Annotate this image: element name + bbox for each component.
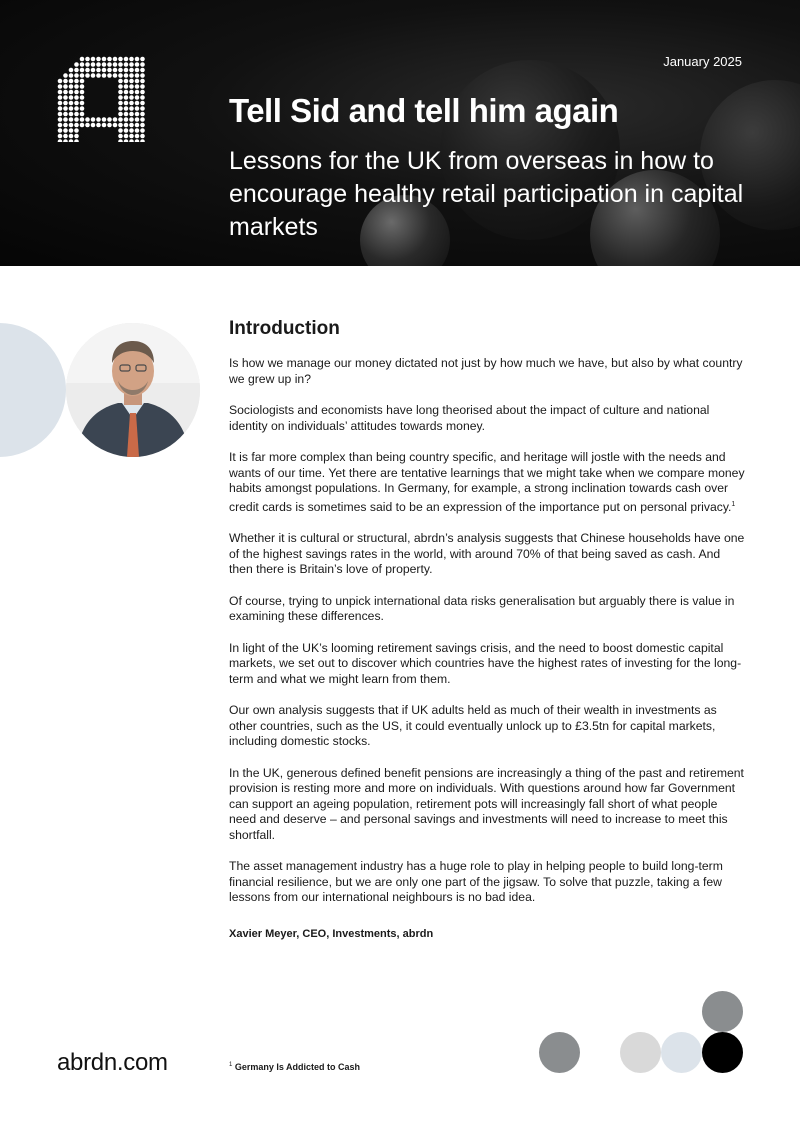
- hero-banner: [0, 0, 800, 266]
- decorative-circle: [0, 323, 66, 457]
- person-portrait-icon: [66, 323, 200, 457]
- paragraph: Whether it is cultural or structural, abrdn’s analysis suggests that Chinese households have one of the highest savings rates in the world, with around 70% of that being saved as cash. And then there is Britain’s love of property.: [229, 531, 745, 577]
- paragraph: The asset management industry has a huge role to play in helping people to build long-term financial resilience, but we are only one part of the jigsaw. To solve that puzzle, taking a few lessons from our international neighbours is no bad idea.: [229, 859, 723, 905]
- paragraph: In light of the UK’s looming retirement savings crisis, and the need to boost domestic capital markets, we set out to discover which countries have the highest rates of investing for the long-term and what we might learn from them.: [229, 640, 742, 686]
- paragraph: Of course, trying to unpick international data risks generalisation but arguably there is value in examining these differences.: [229, 593, 735, 624]
- footnote-text: Germany Is Addicted to Cash: [234, 1062, 361, 1072]
- abrdn-logo-icon: [57, 56, 145, 142]
- page-subtitle: Lessons for the UK from overseas in how to encourage healthy retail participation in capital markets: [229, 147, 744, 241]
- decorative-dot-light-grey: [620, 1032, 661, 1073]
- paragraph: Is how we manage our money dictated not just by how much we have, but also by what country we grew up in?: [229, 356, 743, 386]
- paragraph: Our own analysis suggests that if UK adults held as much of their wealth in investments as other countries, such as the US, it could eventually unlock up to £3.5tn for capital markets, including domestic stocks.: [229, 703, 717, 749]
- paragraph: In the UK, generous defined benefit pensions are increasingly a thing of the past and retirement provision is resting more and more on individuals. With questions around how far Government can support an ageing population, retirement pots will increasingly fall short of what people need and deserve – and personal savings and investments will need to increase to meet this shortfall.: [229, 765, 744, 842]
- footnote: [229, 1062, 360, 1072]
- paragraph-with-footnote: [229, 450, 747, 515]
- footnote-reference[interactable]: 1: [731, 500, 736, 508]
- publication-date: January 2025: [663, 54, 742, 69]
- footnote-number: 1: [229, 1062, 233, 1068]
- author-portrait: [66, 323, 200, 457]
- decorative-dot-dark-grey: [702, 991, 743, 1032]
- decorative-dot-pale-blue: [661, 1032, 702, 1073]
- decorative-dot-black: [702, 1032, 743, 1073]
- author-signature: Xavier Meyer, CEO, Investments, abrdn: [229, 927, 434, 940]
- paragraph: Sociologists and economists have long theorised about the impact of culture and national identity on individuals’ attitudes towards money.: [229, 403, 710, 433]
- footer-brand-link[interactable]: abrdn.com: [57, 1049, 168, 1076]
- page-title: Tell Sid and tell him again: [229, 92, 619, 129]
- section-heading: Introduction: [229, 318, 340, 339]
- decorative-dot-dark-grey: [539, 1032, 580, 1073]
- introduction-section: [229, 318, 747, 940]
- paragraph-text: It is far more complex than being country specific, and heritage will jostle with the needs and wants of our time. Yet there are tentative learnings that we might take when we compare money habits amongst populations. In Germany, for example, a strong inclination towards cash over credit cards is sometimes said to be an expression of the importance put on personal privacy.: [229, 450, 745, 514]
